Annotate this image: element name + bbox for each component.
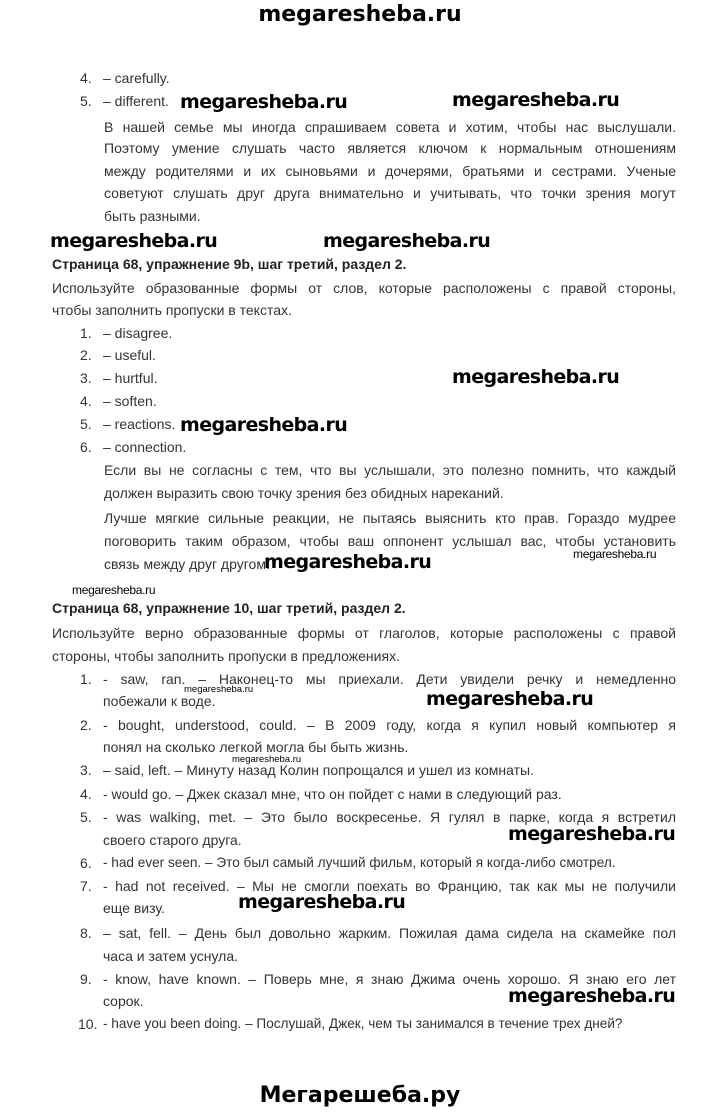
item-number: 6. [80, 855, 92, 871]
item-number: 4. [80, 70, 92, 86]
item-text: - was walking, met. – Это было воскресенье. Я гулял в парке, когда я встретил [103, 809, 676, 825]
intro-line: Используйте верно образованные формы от глаголов, которые расположены с правой [52, 625, 676, 641]
item-text: своего старого друга. [103, 832, 242, 848]
watermark: megaresheba.ru [72, 583, 156, 597]
item-number: 2. [80, 717, 92, 733]
watermark: megaresheba.ru [508, 823, 676, 845]
item-text: – sat, fell. – День был довольно жарким. Пожилая дама сидела на скамейке пол [103, 925, 676, 941]
item-text: - bought, understood, could. – В 2009 году, когда я купил новый компьютер я [103, 717, 676, 733]
item-text: - would go. – Джек сказал мне, что он пойдет с нами в следующий раз. [103, 786, 562, 802]
section-heading: Страница 68, упражнение 10, шаг третий, раздел 2. [52, 600, 406, 616]
paragraph-line: должен выразить свою точку зрения без обидных нареканий. [104, 485, 504, 501]
item-number: 2. [80, 347, 92, 363]
watermark: megaresheba.ru [452, 89, 620, 111]
item-text: – said, left. – Минуту назад Колин попрощался и ушел из комнаты. [103, 762, 534, 778]
paragraph-line: Если вы не согласны с тем, что вы услышали, это полезно помнить, что каждый [104, 462, 676, 478]
section-heading: Страница 68, упражнение 9b, шаг третий, раздел 2. [52, 256, 407, 272]
item-number: 3. [80, 762, 92, 778]
item-text: – soften. [103, 393, 157, 409]
intro-line: стороны, чтобы заполнить пропуски в предложениях. [52, 648, 400, 664]
item-text: - know, have known. – Поверь мне, я знаю Джима очень хорошо. Я знаю его лет [103, 971, 676, 987]
paragraph-line: поговорить таким образом, чтобы ваш оппонент услышал вас, чтобы установить [104, 533, 676, 549]
paragraph-line: быть разными. [104, 208, 201, 224]
item-number: 3. [80, 370, 92, 386]
paragraph-line: связь между друг другом. [104, 556, 270, 572]
item-number: 10. [78, 1016, 98, 1032]
item-number: 4. [80, 786, 92, 802]
site-footer[interactable]: Мегарешеба.ру [259, 1083, 461, 1108]
watermark: megaresheba.ru [180, 91, 348, 113]
item-text: – disagree. [103, 325, 173, 341]
item-text: понял на сколько легкой могла бы быть жизнь. [103, 739, 409, 755]
intro-line: Используйте образованные формы от слов, которые расположены с правой стороны, [52, 280, 676, 296]
item-number: 9. [80, 971, 92, 987]
item-text: часа и затем уснула. [103, 948, 239, 964]
watermark: megaresheba.ru [184, 684, 254, 695]
item-number: 4. [80, 393, 92, 409]
item-number: 7. [80, 878, 92, 894]
watermark: megaresheba.ru [452, 366, 620, 388]
item-text: – hurtful. [103, 370, 158, 386]
item-text: еще визу. [103, 900, 165, 916]
watermark: megaresheba.ru [508, 985, 676, 1007]
paragraph-line: между родителями и их сыновьями и дочерями, братьями и сестрами. Ученые [104, 163, 676, 179]
watermark: megaresheba.ru [323, 230, 491, 252]
item-text: сорок. [103, 993, 144, 1009]
item-number: 5. [80, 809, 92, 825]
item-text: – carefully. [103, 70, 170, 86]
item-text: - saw, ran. – Наконец-то мы приехали. Дети увидели речку и немедленно [103, 671, 676, 687]
paragraph-line: Поэтому умение слушать часто является ключом к нормальным отношениям [104, 140, 676, 156]
site-header[interactable]: megaresheba.ru [258, 2, 462, 27]
watermark: megaresheba.ru [573, 547, 657, 561]
item-text: - had ever seen. – Это был самый лучший фильм, который я когда-либо смотрел. [103, 855, 616, 870]
watermark: megaresheba.ru [264, 551, 432, 573]
item-number: 5. [80, 93, 92, 109]
item-text: побежали к воде. [103, 693, 216, 709]
item-text: – different. [103, 93, 169, 109]
item-text: - had not received. – Мы не смогли поехать во Францию, так как мы не получили [103, 878, 676, 894]
item-number: 8. [80, 925, 92, 941]
watermark: megaresheba.ru [180, 414, 348, 436]
item-number: 1. [80, 325, 92, 341]
paragraph-line: Лучше мягкие сильные реакции, не пытаясь выяснить кто прав. Гораздо мудрее [104, 510, 676, 526]
watermark: megaresheba.ru [50, 230, 218, 252]
item-text: – useful. [103, 347, 156, 363]
paragraph-line: советуют слушать друг друга внимательно и учитывать, что точки зрения могут [104, 185, 676, 201]
item-number: 5. [80, 416, 92, 432]
item-number: 1. [80, 671, 92, 687]
item-text: – reactions. [103, 416, 176, 432]
intro-line: чтобы заполнить пропуски в текстах. [52, 302, 292, 318]
item-number: 6. [80, 439, 92, 455]
item-text: - have you been doing. – Послушай, Джек, чем ты занимался в течение трех дней? [103, 1016, 623, 1031]
paragraph-line: В нашей семье мы иногда спрашиваем совета и хотим, чтобы нас выслушали. [104, 119, 676, 135]
watermark: megaresheba.ru [238, 891, 406, 913]
item-text: – connection. [103, 439, 187, 455]
watermark: megaresheba.ru [426, 688, 594, 710]
watermark: megaresheba.ru [232, 754, 302, 765]
